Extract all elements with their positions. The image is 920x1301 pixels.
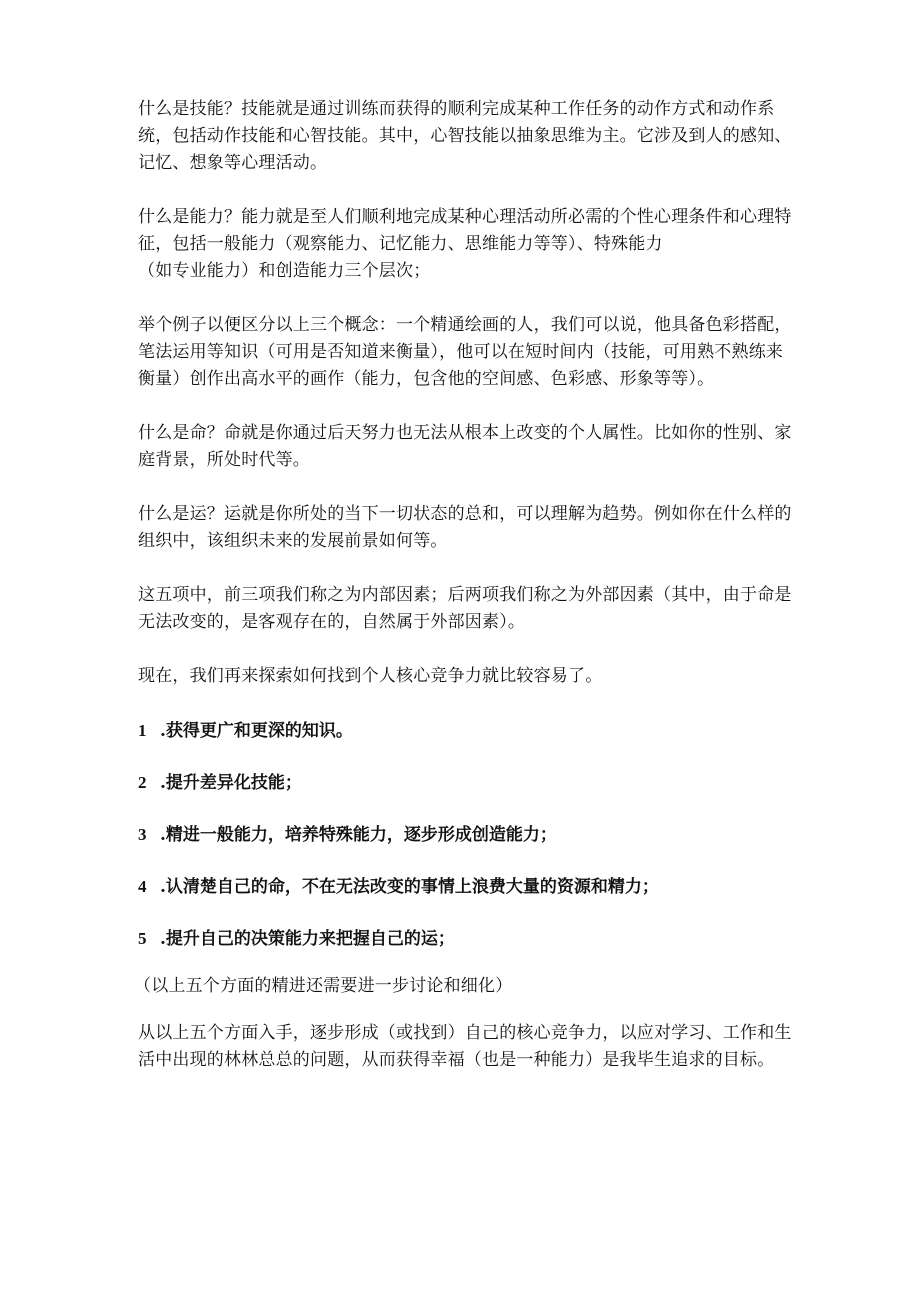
text-line: （如专业能力）和创造能力三个层次； (138, 261, 431, 281)
paragraph-skill (138, 96, 798, 177)
text-line: 组织中，该组织未来的发展前景如何等。 (138, 531, 448, 551)
list-item-text: 获得更广和更深的知识。 (165, 721, 353, 741)
paragraph-conclusion (138, 1020, 798, 1074)
paragraph-example (138, 312, 798, 393)
text-line: 这五项中，前三项我们称之为内部因素；后两项我们称之为外部因素（其中，由于命是 (138, 585, 792, 605)
list-number: 3 (138, 825, 147, 844)
list-item-text: 认清楚自己的命，不在无法改变的事情上浪费大量的资源和精力； (165, 877, 659, 897)
list-text: .认清楚自己的命，不在无法改变的事情上浪费大量的资源和精力； (160, 877, 659, 897)
text-line: 统，包括动作技能和心智技能。其中，心智技能以抽象思维为主。它涉及到人的感知、 (138, 126, 792, 146)
text-line: 什么是命？命就是你通过后天努力也无法从根本上改变的个人属性。比如你的性别、家 (138, 423, 792, 443)
list-item (138, 821, 798, 849)
list-item (138, 717, 798, 745)
paragraph-intro-list (138, 663, 798, 690)
document-body (134, 96, 798, 1074)
paragraph-ability (138, 204, 798, 285)
text-line: 什么是能力？能力就是至人们顺利地完成某种心理活动所必需的个性心理条件和心理特 (138, 207, 792, 227)
list-text: .提升自己的决策能力来把握自己的运； (160, 929, 455, 949)
list-item-text: 提升差异化技能； (165, 773, 302, 793)
list-number: 5 (138, 929, 147, 948)
list-item (138, 873, 798, 901)
paragraph-factors (138, 582, 798, 636)
text-line: 征，包括一般能力（观察能力、记忆能力、思维能力等等）、特殊能力 (138, 234, 663, 254)
list-text: .获得更广和更深的知识。 (160, 721, 353, 741)
list-text: .提升差异化技能； (160, 773, 302, 793)
paragraph-luck (138, 501, 798, 555)
text-line: 举个例子以便区分以上三个概念：一个精通绘画的人，我们可以说，他具备色彩搭配， (138, 315, 792, 335)
list-number: 4 (138, 877, 147, 896)
list-item-text: 精进一般能力，培养特殊能力，逐步形成创造能力； (165, 825, 557, 845)
paragraph-fate (138, 420, 798, 474)
text-line: 活中出现的林林总总的问题，从而获得幸福（也是一种能力）是我毕生追求的目标。 (138, 1050, 775, 1070)
text-line: 现在，我们再来探索如何找到个人核心竞争力就比较容易了。 (138, 666, 603, 686)
list-item (138, 769, 798, 797)
text-line: 从以上五个方面入手，逐步形成（或找到）自己的核心竞争力，以应对学习、工作和生 (138, 1023, 792, 1043)
text-line: 无法改变的，是客观存在的，自然属于外部因素）。 (138, 612, 526, 632)
text-line: 庭背景，所处时代等。 (138, 450, 310, 470)
text-line: 记忆、想象等心理活动。 (138, 153, 328, 173)
text-line: 什么是运？运就是你所处的当下一切状态的总和，可以理解为趋势。例如你在什么样的 (138, 504, 792, 524)
list-number: 2 (138, 773, 147, 792)
note-line (134, 973, 798, 1000)
text-line: 什么是技能？技能就是通过训练而获得的顺利完成某种工作任务的动作方式和动作系 (138, 99, 775, 119)
text-line: （以上五个方面的精进还需要进一步讨论和细化） (134, 976, 513, 996)
list-item (138, 925, 798, 953)
list-number: 1 (138, 721, 147, 740)
text-line: 衡量）创作出高水平的画作（能力，包含他的空间感、色彩感、形象等等）。 (138, 369, 715, 389)
list-text: .精进一般能力，培养特殊能力，逐步形成创造能力； (160, 825, 557, 845)
list-item-text: 提升自己的决策能力来把握自己的运； (165, 929, 455, 949)
text-line: 笔法运用等知识（可用是否知道来衡量），他可以在短时间内（技能，可用熟不熟练来 (138, 342, 784, 362)
